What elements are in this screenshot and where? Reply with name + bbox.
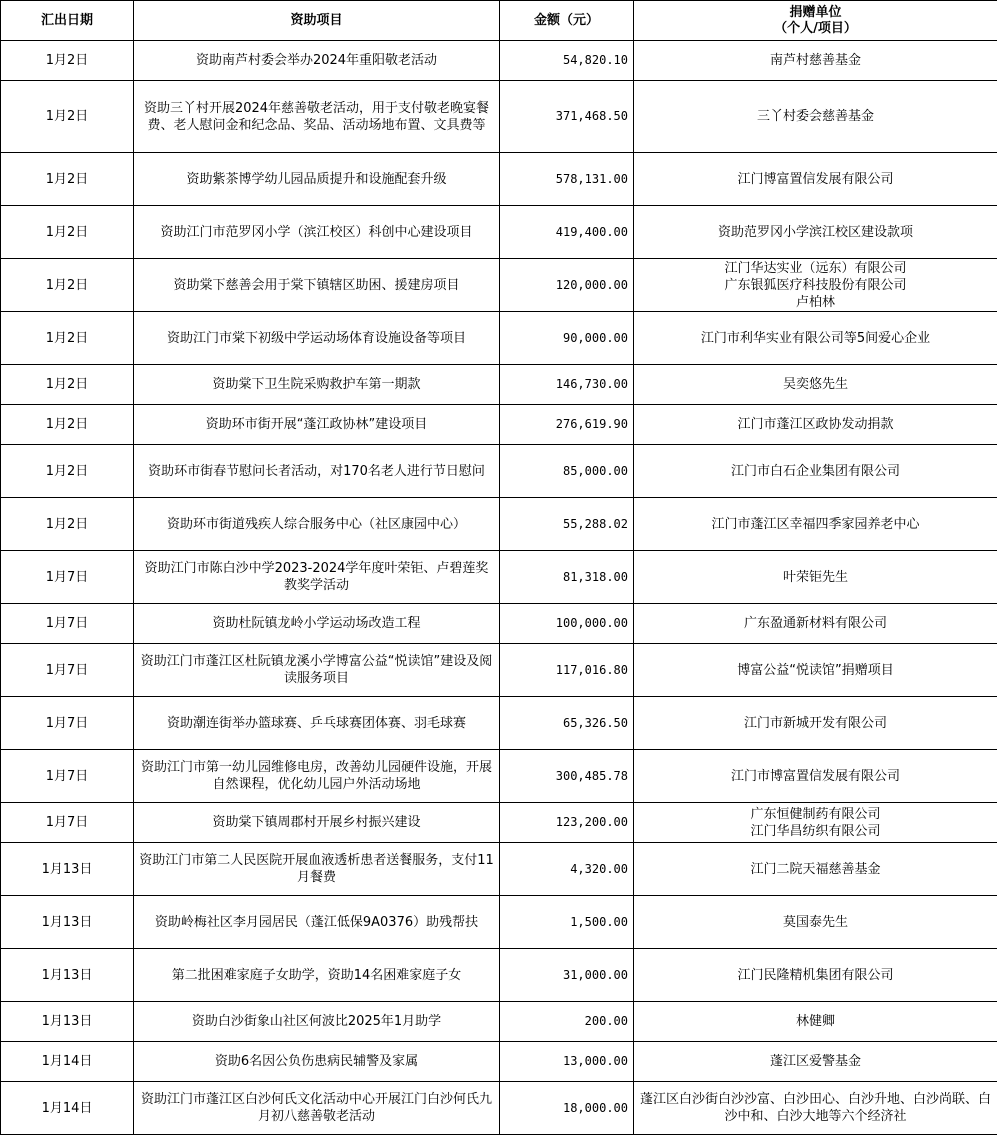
row-amount: 276,619.90: [500, 405, 634, 445]
row-date: 1月13日: [1, 843, 134, 896]
row-donor: 江门市白石企业集团有限公司: [634, 445, 997, 498]
table-row: [1, 1042, 997, 1082]
row-amount: 300,485.78: [500, 750, 634, 803]
row-date: 1月2日: [1, 445, 134, 498]
row-donor: 三丫村委会慈善基金: [634, 81, 997, 153]
row-project: 资助江门市陈白沙中学2023-2024学年度叶荣钜、卢碧莲奖教奖学活动: [134, 551, 500, 604]
row-date: 1月13日: [1, 949, 134, 1002]
header-row: [1, 1, 997, 41]
row-amount: 90,000.00: [500, 312, 634, 365]
row-project: 资助江门市第一幼儿园维修电房，改善幼儿园硬件设施，开展自然课程，优化幼儿园户外活动场地: [134, 750, 500, 803]
row-amount: 31,000.00: [500, 949, 634, 1002]
row-date: 1月7日: [1, 551, 134, 604]
row-date: 1月7日: [1, 803, 134, 843]
row-donor: 江门民隆精机集团有限公司: [634, 949, 997, 1002]
row-date: 1月2日: [1, 312, 134, 365]
header-date: 汇出日期: [1, 1, 134, 41]
row-project: 资助环市街春节慰问长者活动，对170名老人进行节日慰问: [134, 445, 500, 498]
row-donor: 江门二院天福慈善基金: [634, 843, 997, 896]
row-amount: 85,000.00: [500, 445, 634, 498]
table-row: [1, 1082, 997, 1135]
row-date: 1月2日: [1, 259, 134, 312]
row-amount: 578,131.00: [500, 153, 634, 206]
row-donor: 江门市蓬江区政协发动捐款: [634, 405, 997, 445]
table-row: [1, 949, 997, 1002]
table-row: [1, 644, 997, 697]
row-project: 资助6名因公负伤患病民辅警及家属: [134, 1042, 500, 1082]
row-date: 1月2日: [1, 81, 134, 153]
row-date: 1月2日: [1, 405, 134, 445]
table-row: [1, 896, 997, 949]
row-donor: 江门市新城开发有限公司: [634, 697, 997, 750]
row-amount: 18,000.00: [500, 1082, 634, 1135]
row-date: 1月7日: [1, 644, 134, 697]
row-amount: 55,288.02: [500, 498, 634, 551]
header-donor: 捐赠单位 （个人/项目）: [634, 1, 997, 41]
row-date: 1月13日: [1, 896, 134, 949]
header-project: 资助项目: [134, 1, 500, 41]
row-project: 资助棠下镇周郡村开展乡村振兴建设: [134, 803, 500, 843]
row-amount: 371,468.50: [500, 81, 634, 153]
row-amount: 146,730.00: [500, 365, 634, 405]
row-project: 资助潮连街举办篮球赛、乒乓球赛团体赛、羽毛球赛: [134, 697, 500, 750]
table-row: [1, 551, 997, 604]
row-donor: 江门市博富置信发展有限公司: [634, 750, 997, 803]
row-project: 资助江门市第二人民医院开展血液透析患者送餐服务，支付11月餐费: [134, 843, 500, 896]
table-row: [1, 697, 997, 750]
table-row: [1, 750, 997, 803]
row-amount: 4,320.00: [500, 843, 634, 896]
row-project: 资助紫茶博学幼儿园品质提升和设施配套升级: [134, 153, 500, 206]
table-row: [1, 365, 997, 405]
row-project: 资助江门市蓬江区白沙何氏文化活动中心开展江门白沙何氏九月初八慈善敬老活动: [134, 1082, 500, 1135]
row-project: 资助棠下卫生院采购救护车第一期款: [134, 365, 500, 405]
row-donor: 资助范罗冈小学滨江校区建设款项: [634, 206, 997, 259]
row-project: 资助棠下慈善会用于棠下镇辖区助困、援建房项目: [134, 259, 500, 312]
table-row: [1, 1002, 997, 1042]
row-amount: 1,500.00: [500, 896, 634, 949]
row-amount: 200.00: [500, 1002, 634, 1042]
row-date: 1月7日: [1, 604, 134, 644]
row-amount: 117,016.80: [500, 644, 634, 697]
row-donor: 蓬江区白沙街白沙沙富、白沙田心、白沙升地、白沙尚联、白沙中和、白沙大地等六个经济社: [634, 1082, 997, 1135]
table-row: [1, 41, 997, 81]
table-row: [1, 843, 997, 896]
row-donor: 博富公益“悦读馆”捐赠项目: [634, 644, 997, 697]
row-date: 1月2日: [1, 206, 134, 259]
row-donor: 江门市利华实业有限公司等5间爱心企业: [634, 312, 997, 365]
table-row: [1, 312, 997, 365]
table-row: [1, 153, 997, 206]
row-date: 1月2日: [1, 365, 134, 405]
row-amount: 65,326.50: [500, 697, 634, 750]
row-donor: 吴奕悠先生: [634, 365, 997, 405]
row-date: 1月14日: [1, 1042, 134, 1082]
table-row: [1, 498, 997, 551]
table-row: [1, 445, 997, 498]
row-donor: 广东恒健制药有限公司 江门华昌纺织有限公司: [634, 803, 997, 843]
row-date: 1月7日: [1, 697, 134, 750]
row-date: 1月2日: [1, 153, 134, 206]
row-project: 资助江门市蓬江区杜阮镇龙溪小学博富公益“悦读馆”建设及阅读服务项目: [134, 644, 500, 697]
table-row: [1, 206, 997, 259]
table-row: [1, 604, 997, 644]
row-donor: 莫国泰先生: [634, 896, 997, 949]
row-project: 资助杜阮镇龙岭小学运动场改造工程: [134, 604, 500, 644]
row-donor: 蓬江区爱警基金: [634, 1042, 997, 1082]
row-project: 资助南芦村委会举办2024年重阳敬老活动: [134, 41, 500, 81]
row-project: 资助江门市范罗冈小学（滨江校区）科创中心建设项目: [134, 206, 500, 259]
row-date: 1月2日: [1, 498, 134, 551]
row-project: 资助江门市棠下初级中学运动场体育设施设备等项目: [134, 312, 500, 365]
row-donor: 林健卿: [634, 1002, 997, 1042]
row-amount: 13,000.00: [500, 1042, 634, 1082]
row-donor: 江门市蓬江区幸福四季家园养老中心: [634, 498, 997, 551]
row-amount: 120,000.00: [500, 259, 634, 312]
row-donor: 江门博富置信发展有限公司: [634, 153, 997, 206]
header-amount: 金额（元）: [500, 1, 634, 41]
row-donor: 广东盈通新材料有限公司: [634, 604, 997, 644]
row-project: 资助环市街开展“蓬江政协林”建设项目: [134, 405, 500, 445]
row-date: 1月14日: [1, 1082, 134, 1135]
row-date: 1月2日: [1, 41, 134, 81]
row-project: 资助岭梅社区李月园居民（蓬江低保9A0376）助残帮扶: [134, 896, 500, 949]
table-row: [1, 405, 997, 445]
row-amount: 123,200.00: [500, 803, 634, 843]
row-project: 资助环市街道残疾人综合服务中心（社区康园中心）: [134, 498, 500, 551]
row-donor: 江门华达实业（远东）有限公司 广东银狐医疗科技股份有限公司 卢柏林: [634, 259, 997, 312]
row-date: 1月13日: [1, 1002, 134, 1042]
row-amount: 54,820.10: [500, 41, 634, 81]
row-project: 第二批困难家庭子女助学，资助14名困难家庭子女: [134, 949, 500, 1002]
row-amount: 419,400.00: [500, 206, 634, 259]
row-date: 1月7日: [1, 750, 134, 803]
row-project: 资助白沙街象山社区何波比2025年1月助学: [134, 1002, 500, 1042]
table-row: [1, 81, 997, 153]
row-amount: 81,318.00: [500, 551, 634, 604]
row-donor: 南芦村慈善基金: [634, 41, 997, 81]
row-amount: 100,000.00: [500, 604, 634, 644]
table-row: [1, 803, 997, 843]
row-project: 资助三丫村开展2024年慈善敬老活动，用于支付敬老晚宴餐费、老人慰问金和纪念品、奖品、活动场地布置、文具费等: [134, 81, 500, 153]
row-donor: 叶荣钜先生: [634, 551, 997, 604]
table-row: [1, 259, 997, 312]
